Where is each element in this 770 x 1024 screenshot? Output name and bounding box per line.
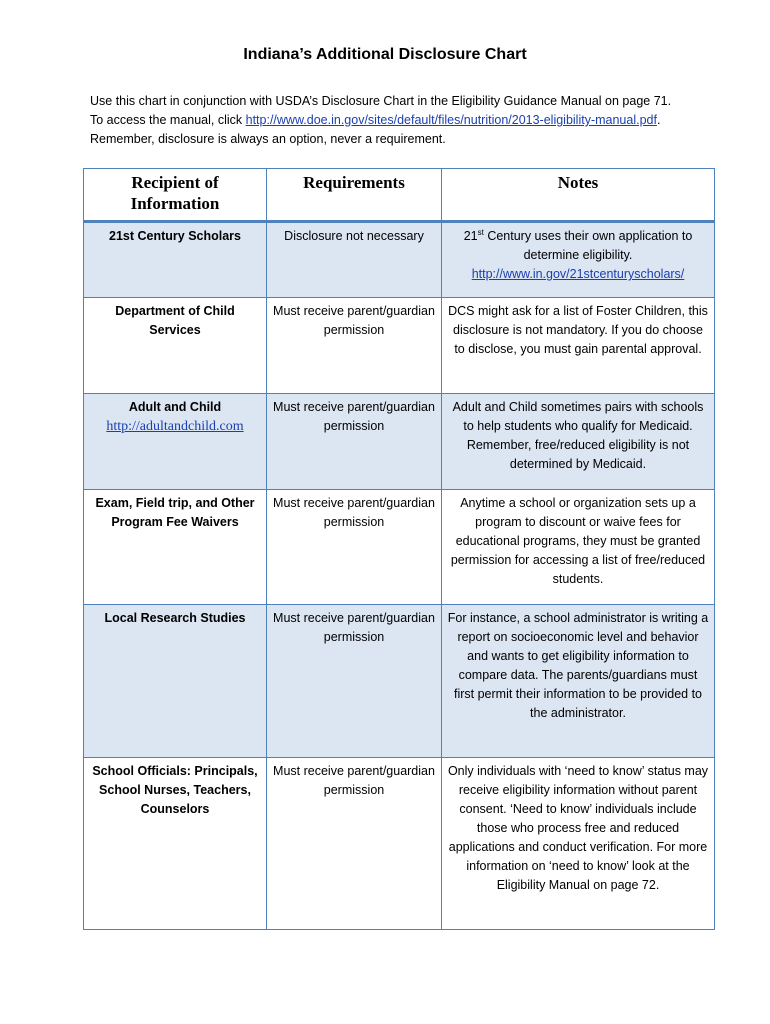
header-recipient: Recipient of Information (84, 169, 267, 222)
note-link[interactable]: http://www.in.gov/21stcenturyscholars/ (471, 267, 685, 281)
recipient-cell: Exam, Field trip, and Other Program Fee Waivers (84, 490, 267, 605)
intro-paragraph (90, 92, 700, 149)
recipient-name: Adult and Child (128, 400, 222, 414)
requirement-cell: Must receive parent/guardian permission (267, 490, 442, 605)
disclosure-table (83, 168, 715, 930)
header-requirements: Requirements (267, 169, 442, 222)
table-row (84, 298, 715, 394)
table-row (84, 605, 715, 758)
header-notes: Notes (442, 169, 715, 222)
recipient-cell: 21st Century Scholars (84, 222, 267, 298)
recipient-cell: Department of Child Services (84, 298, 267, 394)
note-superscript: st (477, 227, 484, 237)
recipient-cell: School Officials: Principals, School Nurses, Teachers, Counselors (84, 758, 267, 930)
document-title: Indiana’s Additional Disclosure Chart (243, 46, 527, 63)
table-row (84, 394, 715, 490)
table-row (84, 758, 715, 930)
notes-cell (442, 222, 715, 298)
notes-cell: DCS might ask for a list of Foster Children, this disclosure is not mandatory. If you do choose to disclose, you must gain parental approval. (442, 298, 715, 394)
requirement-cell: Must receive parent/guardian permission (267, 605, 442, 758)
requirement-cell: Disclosure not necessary (267, 222, 442, 298)
recipient-cell (84, 394, 267, 490)
recipient-link[interactable]: http://adultandchild.com (106, 419, 244, 434)
manual-link[interactable]: http://www.doe.in.gov/sites/default/files/nutrition/2013-eligibility-manual.pdf (245, 113, 657, 127)
table-row (84, 490, 715, 605)
intro-line-2-prefix: To access the manual, click (90, 113, 246, 127)
requirement-cell: Must receive parent/guardian permission (267, 758, 442, 930)
recipient-cell: Local Research Studies (84, 605, 267, 758)
notes-cell: For instance, a school administrator is writing a report on socioeconomic level and behavior and wants to get eligibility information to compare data. The parents/guardians must first permit their information to be provided to the administrator. (442, 605, 715, 758)
requirement-cell: Must receive parent/guardian permission (267, 394, 442, 490)
requirement-cell: Must receive parent/guardian permission (267, 298, 442, 394)
table-row (84, 222, 715, 298)
notes-cell: Anytime a school or organization sets up a program to discount or waive fees for educational programs, they must be granted permission for accessing a list of free/reduced students. (442, 490, 715, 605)
note-number: 21 (463, 229, 478, 243)
notes-cell: Only individuals with ‘need to know’ status may receive eligibility information without parent consent. ‘Need to know’ individuals include those who process free and reduced applications and conduct verification. For more information on ‘need to know’ look at the Eligibility Manual on page 72. (442, 758, 715, 930)
note-text: Century uses their own application to determine eligibility. (483, 229, 693, 262)
notes-cell: Adult and Child sometimes pairs with schools to help students who qualify for Medicaid. Remember, free/reduced eligibility is not determined by Medicaid. (442, 394, 715, 490)
intro-line-3-suffix: . Remember, disclosure is always an option, never a requirement. (90, 113, 661, 146)
intro-line-1: Use this chart in conjunction with USDA’s Disclosure Chart in the Eligibility Guidance Manual on page 71. (90, 94, 672, 108)
table-header-row (84, 169, 715, 222)
